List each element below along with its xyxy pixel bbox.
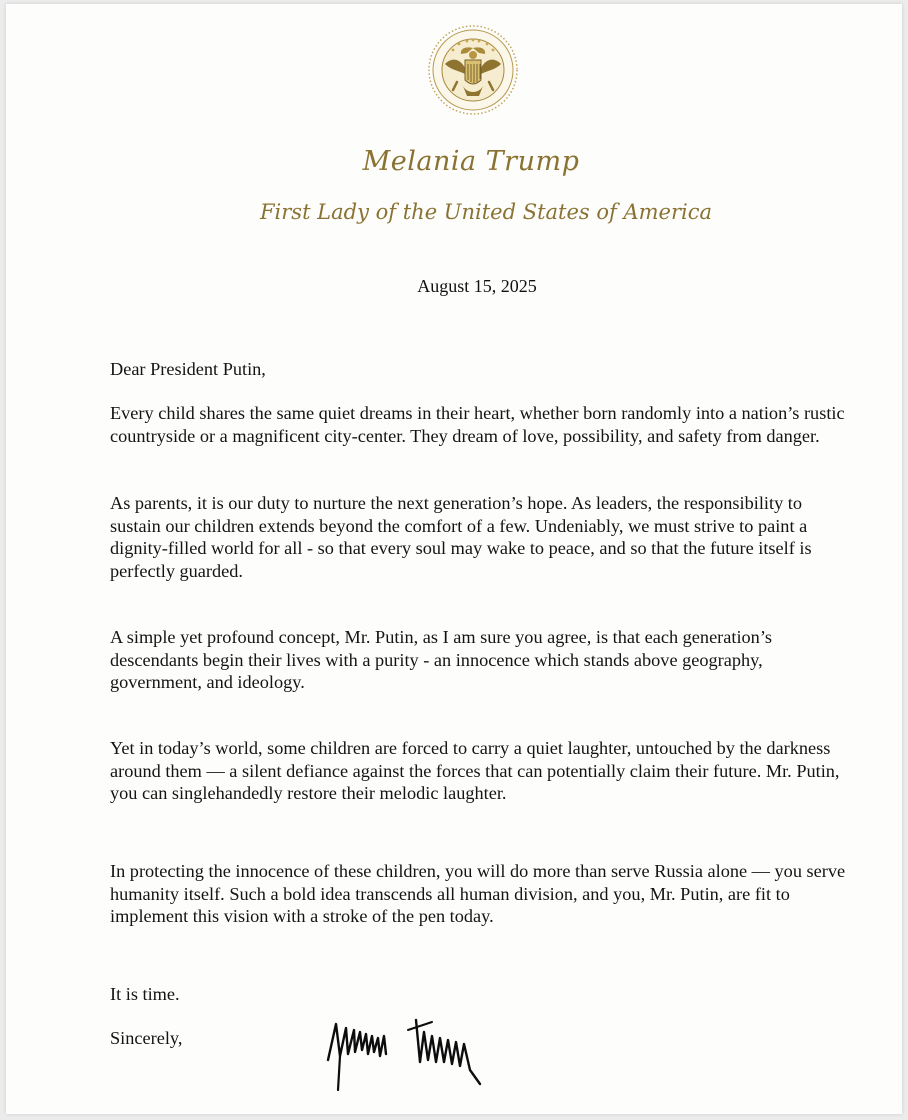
signoff: Sincerely, [110, 1028, 183, 1048]
paragraph-2: As parents, it is our duty to nurture the next generation’s hope. As leaders, the responsibility to sustain our children extends beyond the comfort of a few. Undeniably, we must strive to paint a dignity-filled world for all - so that every soul may wake to peace, and so that the future itself is perfectly guarded. [110, 493, 812, 581]
paragraph-5: In protecting the innocence of these children, you will do more than serve Russia alone — you serve humanity itself. Such a bold idea transcends all human division, and you, Mr. Putin, are fit to implement this vision with a stroke of the pen today. [110, 861, 846, 926]
paragraph-4: Yet in today’s world, some children are forced to carry a quiet laughter, untouched by the darkness around them — a silent defiance against the forces that can potentially claim their future. Mr. Putin, you can singlehandedly restore their melodic laughter. [110, 738, 840, 803]
presidential-seal-icon [427, 24, 519, 116]
paragraph-3: A simple yet profound concept, Mr. Putin, as I am sure you agree, is that each generation’s descendants begin their lives with a purity - an innocence which stands above geography, government, and ideology. [110, 627, 773, 692]
letterhead-name: Melania Trump [362, 146, 580, 177]
letterhead-title: First Lady of the United States of America [259, 200, 713, 224]
handwritten-signature [324, 1010, 504, 1094]
paragraph-1: Every child shares the same quiet dreams in their heart, whether born randomly into a nation’s rustic countryside or a magnificent city-center. They dream of love, possibility, and safety from danger. [110, 403, 845, 446]
letter-date: August 15, 2025 [417, 276, 537, 296]
letter-page [6, 4, 902, 1114]
salutation: Dear President Putin, [110, 359, 266, 379]
closing-line: It is time. [110, 984, 180, 1004]
